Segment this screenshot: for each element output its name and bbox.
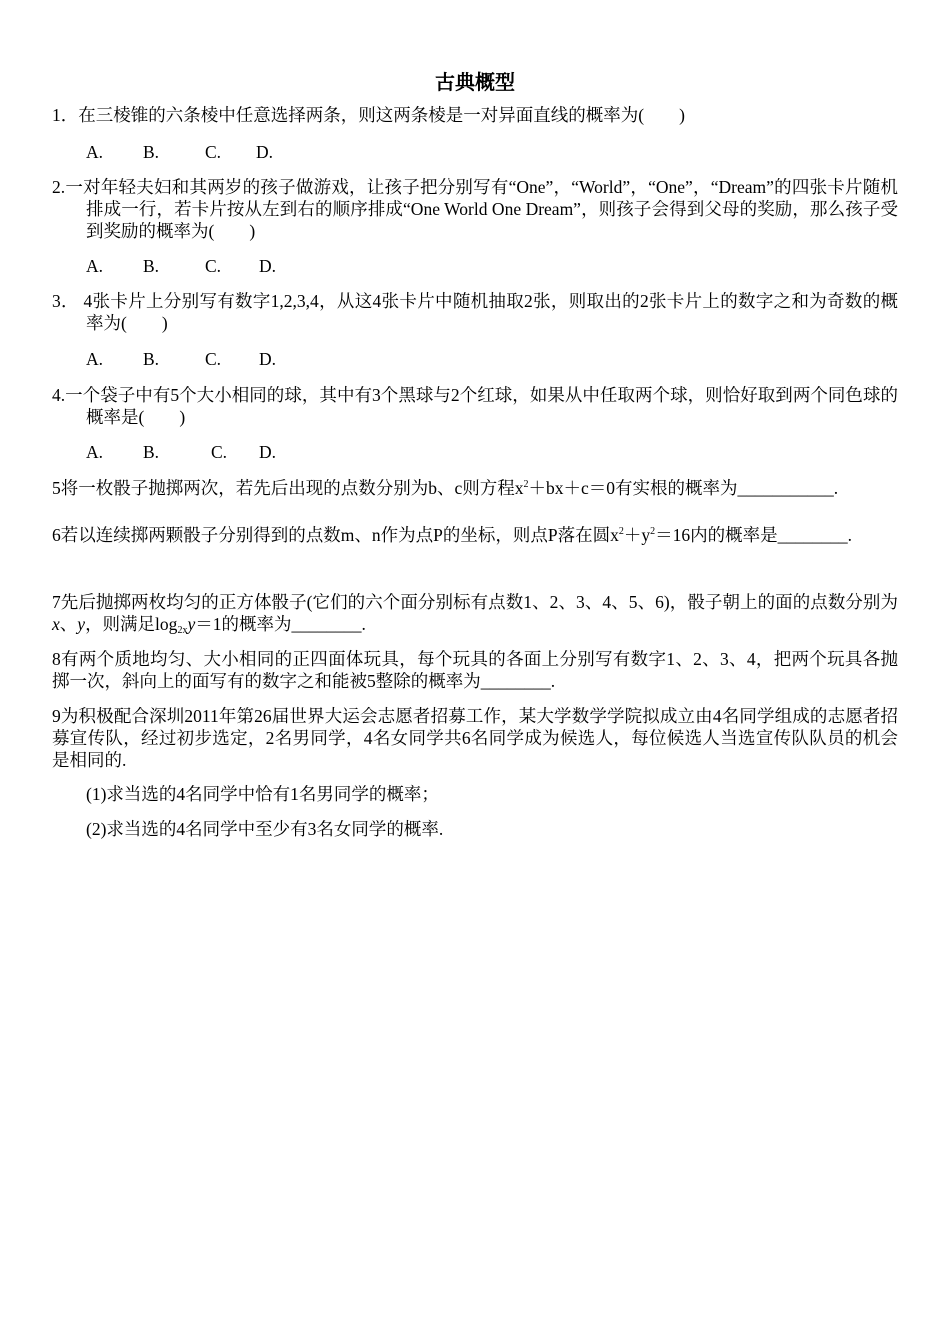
option-d: D. <box>259 349 277 369</box>
question-9-part-1: (1)求当选的4名同学中恰有1名男同学的概率； <box>86 784 439 804</box>
question-3: 3． 4张卡片上分别写有数字1,2,3,4，从这4张卡片中随机抽取2张，则取出的2张卡片上的数字之和为奇数的概率为( ) <box>52 291 898 333</box>
question-6-text: 6若以连续掷两颗骰子分别得到的点数m、n作为点P的坐标，则点P落在圆x <box>52 525 619 545</box>
question-2: 2.一对年轻夫妇和其两岁的孩子做游戏，让孩子把分别写有“One”，“World”，“One”，“Dream”的四张卡片随机排成一行，若卡片按从左到右的顺序排成“One World One Dream”，则孩子会得到父母的奖励，那么孩子受到奖励的概率为( ) <box>52 177 898 241</box>
separator: 、 <box>59 614 78 634</box>
option-a: A. <box>86 349 104 369</box>
option-c: C. <box>205 256 222 276</box>
question-3-options <box>86 348 276 370</box>
exponent: 2 <box>618 526 624 537</box>
question-4: 4.一个袋子中有5个大小相同的球，其中有3个黑球与2个红球，如果从中任取两个球，则恰好取到两个同色球的概率是( ) <box>52 385 898 427</box>
question-7 <box>52 591 898 635</box>
option-c: C. <box>205 142 222 162</box>
exponent: 2 <box>523 479 529 490</box>
option-a: A. <box>86 142 104 162</box>
question-7-text-end: ＝1的概率为________. <box>195 614 366 634</box>
option-b: B. <box>143 349 160 369</box>
option-b: B. <box>143 442 160 462</box>
question-7-text: 7先后抛掷两枚均匀的正方体骰子(它们的六个面分别标有点数1、2、3、4、5、6)，骰子朝上的面的点数分别为 <box>52 592 898 612</box>
question-7-text-mid: ，则满足log <box>85 614 178 634</box>
option-a: A. <box>86 442 104 462</box>
question-4-options <box>86 441 276 463</box>
question-6-text-mid: ＋y <box>623 525 651 545</box>
question-9: 9为积极配合深圳2011年第26届世界大运会志愿者招募工作，某大学数学学院拟成立由4名同学组成的志愿者招募宣传队，经过初步选定，2名男同学，4名女同学共6名同学成为候选人，每位候选人当选宣传队队员的机会是相同的. <box>52 706 898 770</box>
option-d: D. <box>259 256 277 276</box>
question-9-part-2: (2)求当选的4名同学中至少有3名女同学的概率. <box>86 819 444 839</box>
variable-y: y <box>187 614 196 634</box>
question-6-text-end: ＝16内的概率是________. <box>655 525 852 545</box>
variable-y: y <box>77 614 86 634</box>
option-c: C. <box>211 442 228 462</box>
question-8: 8有两个质地均匀、大小相同的正四面体玩具，每个玩具的各面上分别写有数字1、2、3、4，把两个玩具各抛掷一次，斜向上的面写有的数字之和能被5整除的概率为________. <box>52 649 898 691</box>
option-a: A. <box>86 256 104 276</box>
question-1: 1．在三棱锥的六条棱中任意选择两条，则这两条棱是一对异面直线的概率为( ) <box>52 105 685 125</box>
page-title: 古典概型 <box>435 72 515 94</box>
question-5-text-end: ＋bx＋c＝0有实根的概率为___________. <box>528 478 839 498</box>
option-b: B. <box>143 256 160 276</box>
question-6 <box>52 524 898 546</box>
option-d: D. <box>256 142 274 162</box>
option-d: D. <box>259 442 277 462</box>
question-5 <box>52 477 898 499</box>
option-c: C. <box>205 349 222 369</box>
log-base: 2x <box>177 625 188 636</box>
option-b: B. <box>143 142 160 162</box>
variable-x: x <box>52 614 60 634</box>
exponent: 2 <box>650 526 656 537</box>
question-1-options <box>86 141 273 163</box>
question-5-text: 5将一枚骰子抛掷两次，若先后出现的点数分别为b、c则方程x <box>52 478 524 498</box>
question-2-options <box>86 255 276 277</box>
